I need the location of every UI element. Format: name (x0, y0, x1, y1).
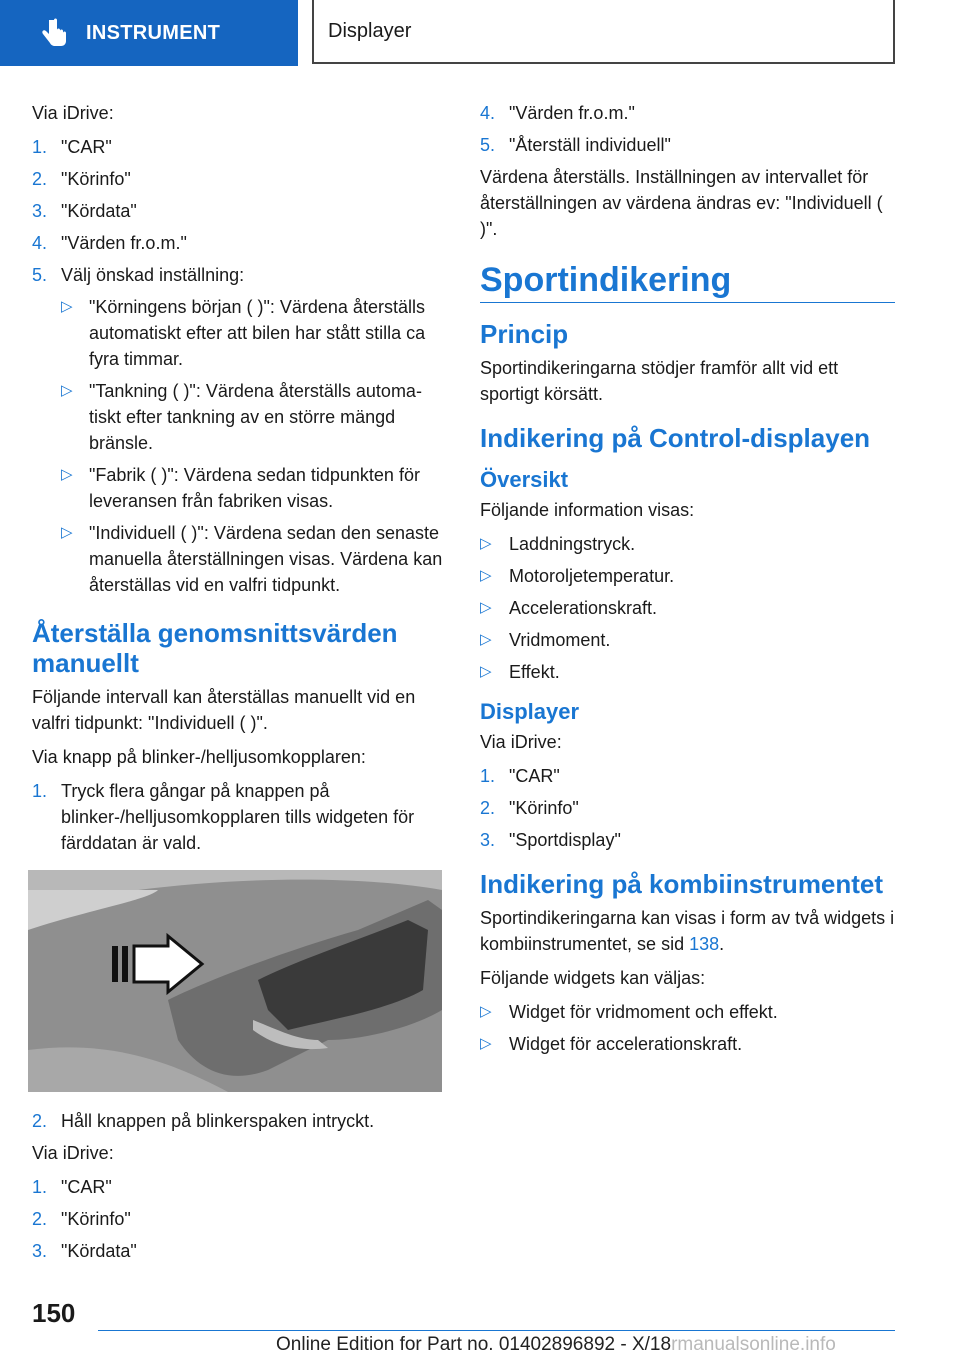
steps-list-3 (480, 763, 895, 853)
list-item: ▷ "Körningens början ( )": Värdena återställs automatiskt efter att bilen har stått stilla ca fyra timmar. (61, 297, 426, 369)
watermark: rmanualsonline.info (671, 1334, 836, 1355)
heading-sportindikering: Sportindikering (480, 260, 895, 303)
via-knapp-text: Via knapp på blinker-/helljusomkopplaren: (32, 747, 366, 767)
steps-list-2 (32, 1174, 444, 1264)
list-item: 3. "Kördata" (32, 1241, 137, 1261)
list-item: 1. "CAR" (32, 137, 112, 157)
left-column (32, 100, 444, 1270)
via-idrive-text: Via iDrive: (32, 103, 114, 123)
blinker-switch-figure (28, 870, 442, 1092)
heading-reset: Återställa genomsnittsvärden manuellt (32, 618, 398, 678)
list-item: 1. "CAR" (480, 766, 560, 786)
right-column (480, 100, 895, 1063)
heading-oversikt: Översikt (480, 467, 569, 492)
via-idrive-text-3: Via iDrive: (480, 732, 562, 752)
list-item: ▷ Laddningstryck. (480, 534, 636, 554)
list-item: 4. "Värden fr.o.m." (480, 103, 635, 123)
list-item: ▷ "Fabrik ( )": Värdena sedan tidpunkten för leveransen från fabriken visas. (61, 465, 420, 511)
oversikt-text: Följande information visas: (480, 500, 695, 520)
list-item: 3. "Sportdisplay" (480, 830, 621, 850)
list-item: ▷ Widget för accelerationskraft. (480, 1034, 743, 1054)
page-number: 150 (32, 1298, 76, 1328)
section-label: INSTRUMENT (86, 21, 221, 44)
list-item: ▷ Vridmoment. (480, 630, 611, 650)
list-item: 3. "Kördata" (32, 201, 137, 221)
steps-list-cont (480, 100, 895, 158)
list-item: 2. Håll knappen på blinkerspaken intryckt. (32, 1111, 375, 1131)
footer-divider (98, 1330, 895, 1331)
section-tab[interactable] (0, 0, 298, 66)
princip-text: Sportindikeringarna stödjer framför allt vid ett sportigt körsätt. (480, 358, 839, 404)
list-item: 5. Välj önskad inställning: (32, 265, 245, 285)
list-item: ▷ Accelerationskraft. (480, 598, 658, 618)
via-idrive-text-2: Via iDrive: (32, 1143, 114, 1163)
cont-text: Värdena återställs. Inställningen av intervallet för återställningen av värdena ändras ev: "Individuell ( )". (480, 167, 883, 239)
knapp-steps-2 (32, 1108, 444, 1134)
knapp-steps (32, 778, 444, 856)
list-item: 2. "Körinfo" (32, 1209, 131, 1229)
heading-princip: Princip (480, 319, 569, 349)
heading-kombi: Indikering på kombiinstrumentet (480, 869, 884, 899)
hand-pointer-icon (40, 18, 68, 48)
heading-displayer: Displayer (480, 699, 580, 724)
list-item: 2. "Körinfo" (32, 169, 131, 189)
reset-text: Följande intervall kan återställas manuellt vid en valfri tidpunkt: "Individuell ( )". (32, 687, 416, 733)
list-item: ▷ Widget för vridmoment och effekt. (480, 1002, 778, 1022)
list-item: ▷ Effekt. (480, 662, 560, 682)
list-item: ▷ "Tankning ( )": Värdena återställs automatiskt efter tankning av en större mängd bränsle. (61, 381, 422, 453)
list-item: 1. "CAR" (32, 1177, 112, 1197)
options-list (32, 294, 444, 598)
list-item: 5. "Återställ individuell" (480, 135, 671, 155)
list-item: 2. "Körinfo" (480, 798, 579, 818)
blinker-switch-illustration (28, 870, 442, 1092)
info-list (480, 531, 895, 685)
list-item: 1. Tryck flera gångar på knappen på blinker-/helljusomkopplaren tills widgeten för färddatan är vald. (32, 781, 415, 853)
list-item: ▷ Motoroljetemperatur. (480, 566, 675, 586)
list-item: 4. "Värden fr.o.m." (32, 233, 187, 253)
footer-edition: Online Edition for Part no. 01402896892 - X/18rmanualsonline.info (276, 1334, 836, 1355)
steps-list-1 (32, 134, 444, 288)
kombi-text: Sportindikeringarna kan visas i form av två widgets i kombiinstrumentet, se sid 138. (480, 908, 895, 954)
page-title: Displayer (312, 0, 895, 64)
page-link[interactable]: 138 (689, 934, 720, 954)
widgets-text: Följande widgets kan väljas: (480, 968, 706, 988)
list-item: ▷ "Individuell ( )": Värdena sedan den senaste manuella återställningen visas. Värdena kan återställas vid en valfri tidpunkt. (61, 523, 443, 595)
heading-control-display: Indikering på Control-displayen (480, 423, 871, 453)
widget-list (480, 999, 895, 1057)
